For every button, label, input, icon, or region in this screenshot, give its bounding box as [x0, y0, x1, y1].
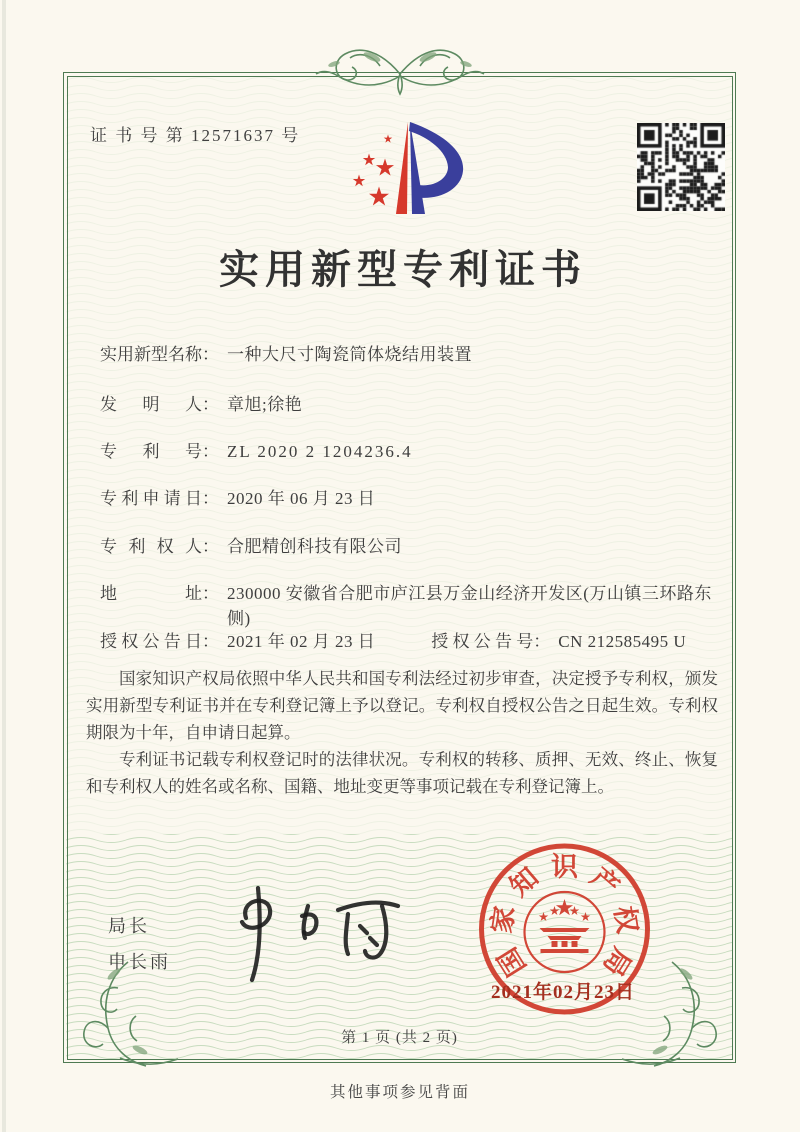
cnipa-patent-logo-icon [336, 110, 486, 228]
svg-text:识: 识 [551, 852, 578, 882]
field-label: 专利申请日 [100, 489, 202, 508]
field-label: 发明人 [100, 395, 202, 414]
svg-text:局: 局 [597, 942, 637, 982]
grant-date-group [100, 630, 375, 655]
field-colon: ： [202, 489, 219, 508]
svg-text:国: 国 [492, 942, 532, 982]
field-label: 地址 [100, 584, 202, 603]
national-emblem-icon [539, 899, 591, 953]
field-label: 授权公告日 [100, 632, 202, 651]
field-row-patentee [100, 535, 716, 560]
field-colon: ： [202, 584, 219, 603]
field-row-inventor [100, 393, 716, 418]
field-label: 授权公告号 [431, 632, 534, 651]
svg-text:知: 知 [504, 861, 545, 903]
field-value: 章旭;徐艳 [227, 395, 303, 414]
field-value: 2020 年 06 月 23 日 [227, 489, 376, 508]
field-colon: ： [202, 537, 219, 556]
field-colon: ： [202, 632, 219, 651]
top-flourish-ornament [270, 40, 530, 104]
field-label: 专利号 [100, 442, 202, 461]
field-row-patent-number [100, 440, 716, 465]
signer-name: 申长雨 [108, 952, 171, 972]
svg-text:权: 权 [608, 904, 643, 936]
field-value: 一种大尺寸陶瓷筒体烧结用装置 [227, 345, 472, 364]
corner-flourish-left [50, 958, 180, 1073]
legal-text [86, 666, 718, 800]
qr-code [637, 123, 725, 211]
svg-text:产: 产 [584, 861, 625, 903]
field-colon: ： [202, 442, 219, 461]
field-value: 合肥精创科技有限公司 [227, 537, 402, 556]
field-row-grant [100, 630, 716, 655]
grant-number-value: CN 212585495 U [558, 632, 687, 651]
certificate-number-value: 第 12571637 号 [165, 126, 301, 145]
signer-title: 局长 [108, 916, 150, 936]
svg-text:家: 家 [486, 904, 521, 936]
certificate-title: 实用新型专利证书 [219, 247, 587, 292]
field-colon: ： [202, 345, 219, 364]
field-colon: ： [202, 395, 219, 414]
field-label: 专利权人 [100, 537, 202, 556]
legal-paragraph-2: 专利证书记载专利权登记时的法律状况。专利权的转移、质押、无效、终止、恢复和专利权人的姓名或名称、国籍、地址变更等事项记载在专利登记簿上。 [86, 749, 718, 796]
page-number: 第 1 页 (共 2 页) [341, 1030, 458, 1046]
legal-paragraph-1: 国家知识产权局依照中华人民共和国专利法经过初步审查，决定授予专利权，颁发实用新型专利证书并在专利登记簿上予以登记。专利权自授权公告之日起生效。专利权期限为十年，自申请日起算。 [86, 669, 718, 742]
scan-edge [2, 0, 6, 1132]
seal-date: 2021年02月23日 [490, 982, 635, 1003]
field-row-name [100, 343, 716, 368]
field-value: ZL 2020 2 1204236.4 [227, 442, 413, 461]
field-colon: ： [533, 632, 551, 651]
field-row-address [100, 582, 716, 631]
field-row-filing-date [100, 487, 716, 512]
certificate-number-label: 证 书 号 [90, 126, 160, 145]
grant-date-value: 2021 年 02 月 23 日 [227, 632, 376, 651]
field-value: 230000 安徽省合肥市庐江县万金山经济开发区(万山镇三环路东侧) [227, 584, 712, 628]
grant-number-group [431, 630, 686, 655]
field-label: 实用新型名称 [100, 345, 202, 364]
certificate-number [90, 121, 300, 146]
back-note: 其他事项参见背面 [329, 1084, 470, 1101]
handwritten-signature [212, 876, 412, 984]
